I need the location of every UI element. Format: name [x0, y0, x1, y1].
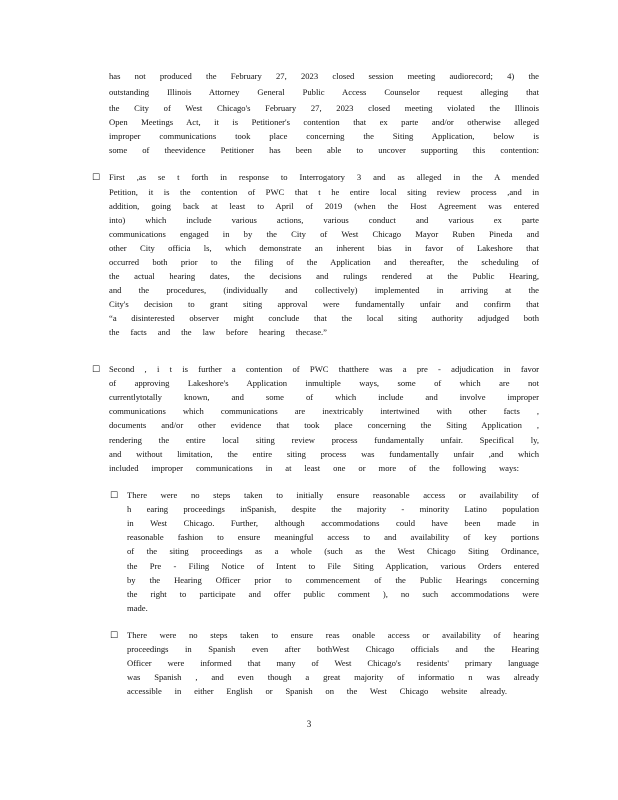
- text-line: the actual hearing dates, the decisions and rulings rendered at the Public Hearing,: [109, 271, 539, 281]
- text-line: occurred both prior to the filing of the Application and thereafter, the scheduling of: [109, 257, 539, 267]
- text-line: communications which communications are inextricably intertwined with other facts ,: [109, 406, 539, 416]
- text-line: the facts and the law before hearing thecase.”: [109, 327, 327, 337]
- text-line: some of theevidence Petitioner has been able to uncover supporting this contention:: [109, 145, 539, 155]
- text-line: of the siting proceedings as a whole (such as the West Chicago Siting Ordinance,: [127, 546, 539, 556]
- text-line: There were no steps taken to ensure reas onable access or availability of hearing: [127, 630, 539, 640]
- text-line: h earing proceedings inSpanish, despite the majority - minority Latino population: [127, 504, 539, 514]
- text-line: the City of West Chicago's February 27, 2023 closed meeting violated the Illinois: [109, 103, 539, 113]
- text-line: There were no steps taken to initially ensure reasonable access or availability of: [127, 490, 539, 500]
- text-line: made.: [127, 603, 148, 613]
- text-line: of approving Lakeshore's Application inmultiple ways, some of which are not: [109, 378, 539, 388]
- text-line: improper communications took place concerning the Siting Application, below is: [109, 131, 539, 141]
- text-line: outstanding Illinois Attorney General Public Access Counselor request alleging that: [109, 87, 539, 97]
- text-line: “a disinterested observer might conclude that the local siting authority adjudged both: [109, 313, 539, 323]
- text-line: accessible in either English or Spanish on the West Chicago website already.: [127, 686, 507, 696]
- text-line: other City officia ls, which demonstrate an inherent bias in favor of Lakeshore that: [109, 243, 539, 253]
- text-line: Officer were informed that many of West Chicago's residents' primary language: [127, 658, 539, 668]
- text-line: into) which include various actions, various conduct and various ex parte: [109, 215, 539, 225]
- text-line: rendering the entire local siting review process fundamentally unfair. Specifical ly,: [109, 435, 539, 445]
- page-number: 3: [306, 719, 312, 729]
- text-line: was Spanish , and even though a great majority of informatio n was already: [127, 672, 539, 682]
- text-line: Second , i t is further a contention of PWC thatthere was a pre - adjudication in favor: [109, 364, 539, 374]
- checkbox-bullet-icon: □: [110, 490, 119, 500]
- text-line: communications engaged in by the City of West Chicago Mayor Ruben Pineda and: [109, 229, 539, 239]
- checkbox-bullet-icon: □: [92, 364, 101, 374]
- text-line: documents and/or other evidence that took place concerning the Siting Application ,: [109, 420, 539, 430]
- checkbox-bullet-icon: □: [92, 172, 101, 182]
- text-line: Petition, it is the contention of PWC that t he entire local siting review process ,and in: [109, 187, 539, 197]
- text-line: in West Chicago. Further, although accommodations could have been made in: [127, 518, 539, 528]
- text-line: included improper communications in at least one or more of the following ways:: [109, 463, 519, 473]
- text-line: City's decision to grant siting approval were fundamentally unfair and confirm that: [109, 299, 539, 309]
- text-line: Open Meetings Act, it is Petitioner's contention that ex parte and/or otherwise alleged: [109, 117, 539, 127]
- text-line: by the Hearing Officer prior to commencement of the Public Hearings concerning: [127, 575, 539, 585]
- text-line: the Pre - Filing Notice of Intent to File Siting Application, various Orders entered: [127, 561, 539, 571]
- text-line: and without limitation, the entire siting process was fundamentally unfair ,and which: [109, 449, 539, 459]
- text-line: has not produced the February 27, 2023 closed session meeting audiorecord; 4) the: [109, 71, 539, 81]
- text-line: proceedings in Spanish even after bothWest Chicago officials and the Hearing: [127, 644, 539, 654]
- text-line: First ,as se t forth in response to Interrogatory 3 and as alleged in the A mended: [109, 172, 539, 182]
- text-line: addition, going back at least to April of 2019 (when the Host Agreement was entered: [109, 201, 539, 211]
- checkbox-bullet-icon: □: [110, 630, 119, 640]
- text-line: and the procedures, (individually and collectively) implemented in arriving at the: [109, 285, 539, 295]
- text-line: reasonable fashion to ensure meaningful access to and availability of key portions: [127, 532, 539, 542]
- text-line: the right to participate and offer public comment ), no such accommodations were: [127, 589, 539, 599]
- text-line: currentlytotally known, and some of which include and involve improper: [109, 392, 539, 402]
